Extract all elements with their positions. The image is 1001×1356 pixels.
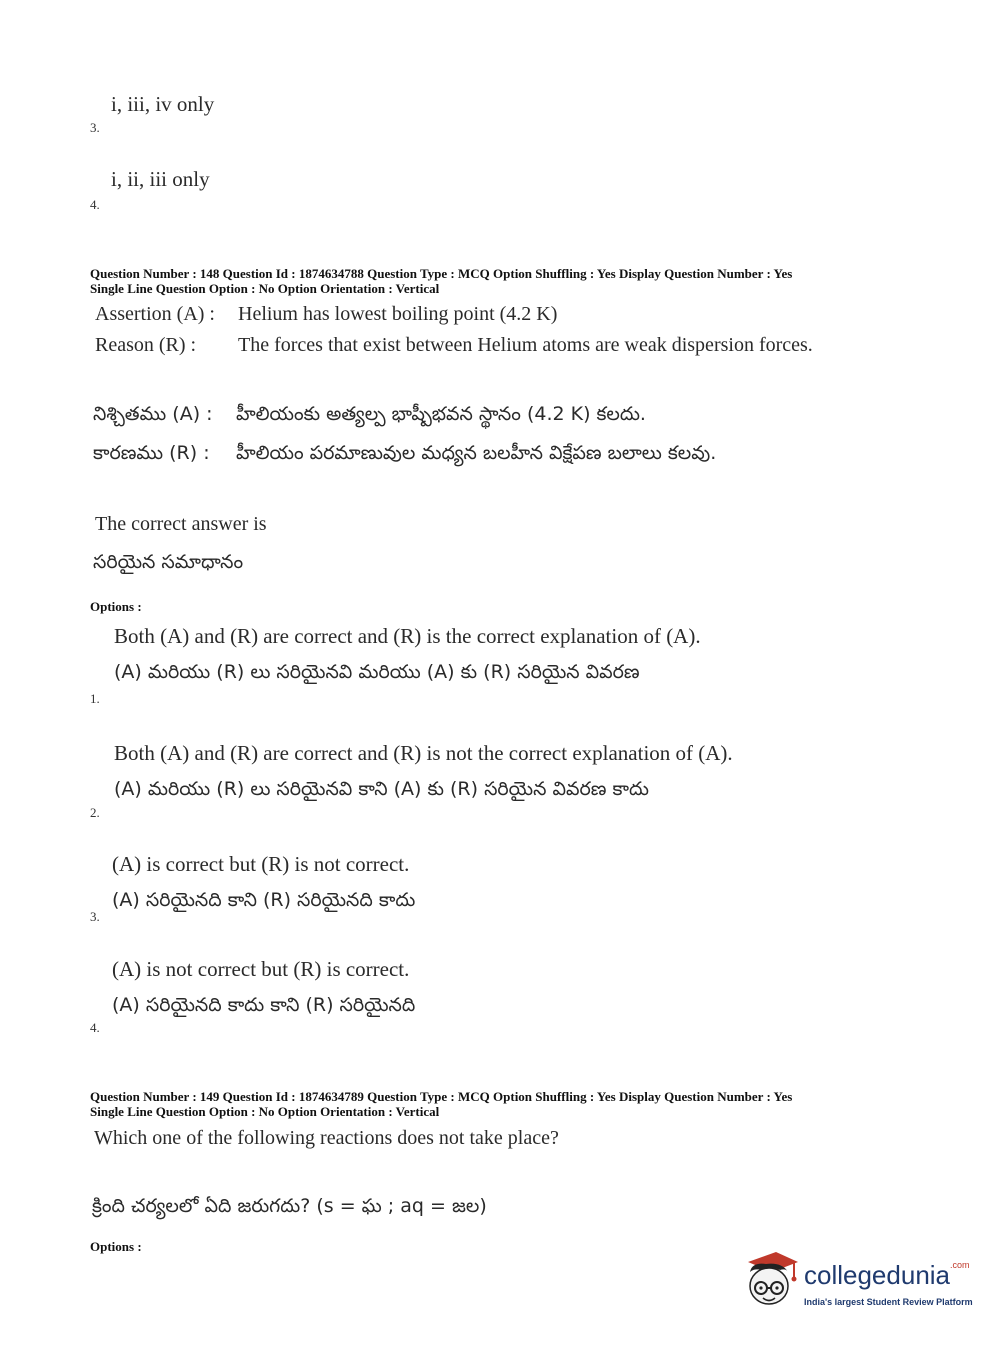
- assertion-label-te: నిశ్చితము (A) :: [93, 403, 213, 425]
- prev-option-3-text: i, iii, iv only: [111, 92, 215, 116]
- q149-question-te: క్రింది చర్యలలో ఏది జరుగదు? (s = ఘ ; aq = జల): [92, 1195, 487, 1217]
- q148-option-3-en[interactable]: (A) is correct but (R) is not correct.: [112, 852, 410, 876]
- q148-option-2-te[interactable]: (A) మరియు (R) లు సరియైనవి కాని (A) కు (R) సరియైన వివరణ కాదు: [114, 778, 649, 800]
- assertion-text-te: హీలియంకు అత్యల్ప భాష్పీభవన స్థానం (4.2 K) కలదు.: [236, 403, 646, 425]
- reason-label: Reason (R) :: [95, 334, 197, 356]
- prev-option-3-number: 3.: [90, 120, 100, 135]
- q149-question: Which one of the following reactions does not take place?: [94, 1127, 559, 1149]
- q148-option-1-number: 1.: [90, 691, 100, 706]
- assertion-text: Helium has lowest boiling point (4.2 K): [238, 303, 558, 325]
- assertion-label: Assertion (A) :: [95, 303, 215, 325]
- reason-text: The forces that exist between Helium atoms are weak dispersion forces.: [238, 334, 813, 356]
- prompt-text: The correct answer is: [95, 513, 267, 535]
- student-mascot-icon: [742, 1248, 800, 1310]
- q148-option-4-en[interactable]: (A) is not correct but (R) is correct.: [112, 957, 410, 981]
- q148-option-1-en[interactable]: Both (A) and (R) are correct and (R) is the correct explanation of (A).: [114, 624, 701, 648]
- collegedunia-watermark: [742, 1248, 974, 1314]
- brand-suffix: .com: [950, 1260, 970, 1270]
- prev-option-4-text: i, ii, iii only: [111, 167, 210, 191]
- q149-meta-line2: Single Line Question Option : No Option Orientation : Vertical: [90, 1104, 440, 1119]
- q148-option-4-number: 4.: [90, 1020, 100, 1035]
- q148-meta-line1: Question Number : 148 Question Id : 1874634788 Question Type : MCQ Option Shuffling : Yes Display Question Number : Yes: [90, 266, 793, 281]
- q148-option-4-te[interactable]: (A) సరియైనది కాదు కాని (R) సరియైనది: [112, 994, 416, 1016]
- brand-tagline: India's largest Student Review Platform: [804, 1297, 973, 1307]
- q148-meta-line2: Single Line Question Option : No Option Orientation : Vertical: [90, 281, 440, 296]
- q148-option-2-number: 2.: [90, 805, 100, 820]
- brand-name-text: collegedunia: [804, 1260, 951, 1290]
- q149-options-label: Options :: [90, 1239, 142, 1254]
- q148-options-label: Options :: [90, 599, 142, 614]
- reason-text-te: హీలియం పరమాణువుల మధ్యన బలహీన విక్షేపణ బలాలు కలవు.: [236, 442, 717, 464]
- brand-name: [804, 1260, 970, 1291]
- prev-option-4-number: 4.: [90, 197, 100, 212]
- prompt-text-te: సరియైన సమాధానం: [93, 551, 244, 573]
- q149-meta-line1: Question Number : 149 Question Id : 1874634789 Question Type : MCQ Option Shuffling : Yes Display Question Number : Yes: [90, 1089, 793, 1104]
- reason-label-te: కారణము (R) :: [93, 442, 210, 464]
- q148-option-2-en[interactable]: Both (A) and (R) are correct and (R) is not the correct explanation of (A).: [114, 741, 733, 765]
- q148-option-3-te[interactable]: (A) సరియైనది కాని (R) సరియైనది కాదు: [112, 889, 416, 911]
- q148-option-1-te[interactable]: (A) మరియు (R) లు సరియైనవి మరియు (A) కు (R) సరియైన వివరణ: [114, 661, 640, 683]
- q148-option-3-number: 3.: [90, 909, 100, 924]
